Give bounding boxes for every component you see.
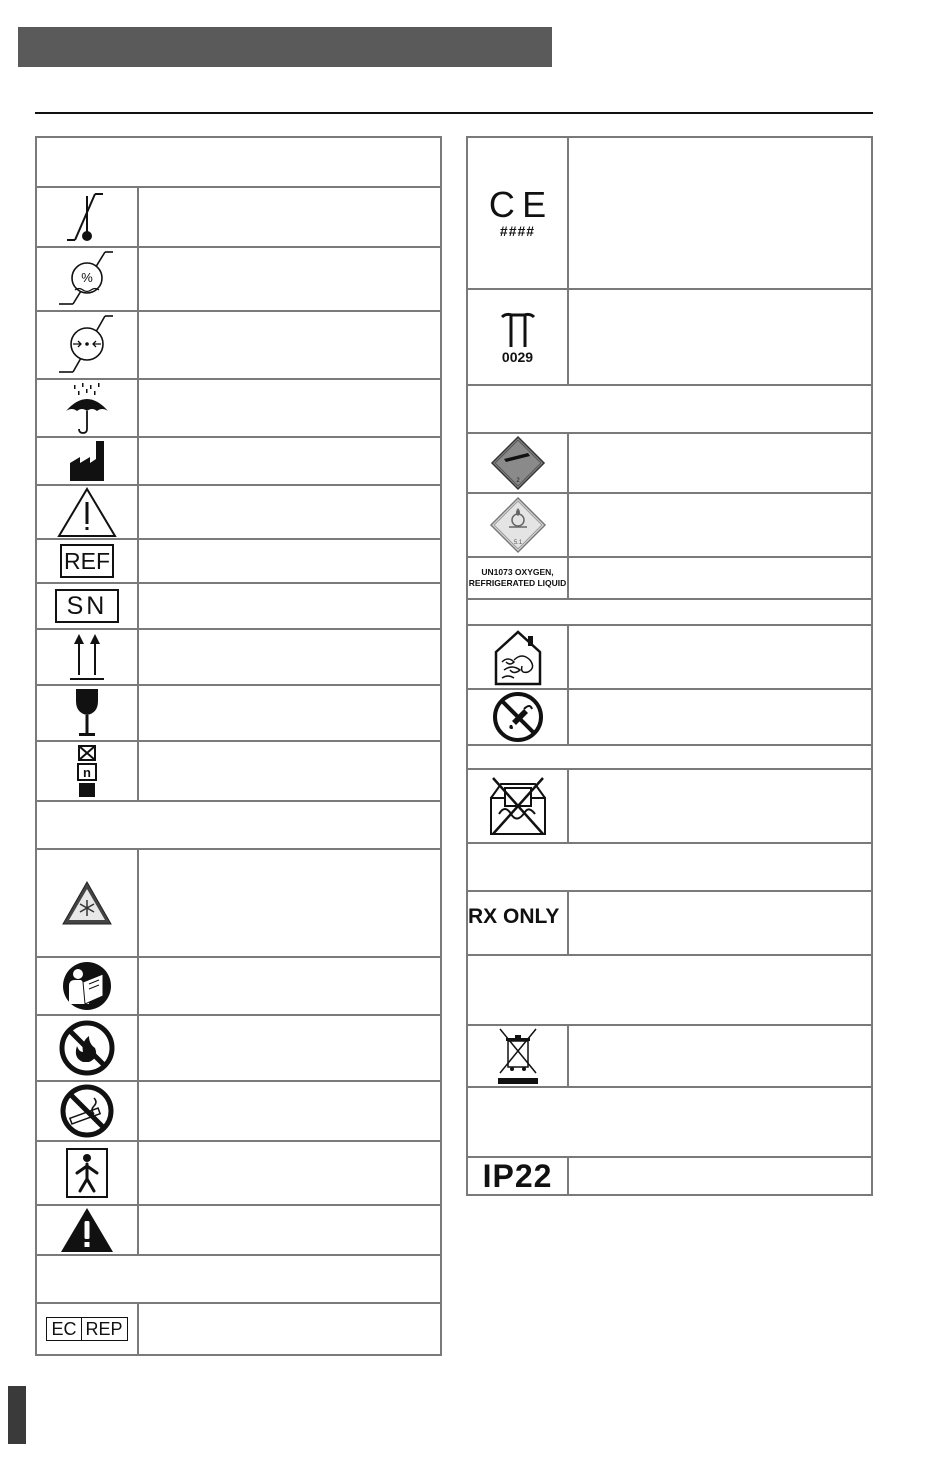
serial-number-box-icon: SN [55, 589, 119, 623]
section-heading [37, 138, 440, 186]
section-heading [37, 1254, 440, 1302]
section-heading [468, 1086, 871, 1156]
no-smoking-icon [60, 1084, 114, 1138]
gas-cylinder-class-2-icon [490, 435, 546, 491]
warning-triangle-icon [59, 1206, 115, 1254]
table-row [468, 1156, 871, 1194]
table-row [37, 582, 440, 628]
fragile-glass-icon [72, 687, 102, 739]
table-row [37, 684, 440, 740]
indoor-use-house-icon [492, 628, 544, 686]
table-row [37, 1302, 440, 1354]
section-heading [468, 384, 871, 432]
table-row [37, 378, 440, 436]
pi-mark-icon: 0029 [498, 309, 538, 365]
rx-only-text-icon: RX ONLY [468, 905, 560, 928]
table-row [37, 484, 440, 538]
table-row [37, 310, 440, 378]
ref-catalog-box-icon: REF [60, 544, 114, 578]
section-heading [468, 842, 871, 890]
table-row [37, 246, 440, 310]
page-edge-tab [8, 1386, 26, 1444]
table-row [37, 628, 440, 684]
left-symbol-table [35, 136, 442, 1356]
table-row [37, 538, 440, 582]
section-heading [37, 800, 440, 848]
no-oil-grease-icon [492, 691, 544, 743]
table-row [468, 138, 871, 288]
low-temperature-warning-icon [61, 880, 113, 926]
temperature-limit-icon [57, 188, 117, 246]
ip22-rating-icon: IP22 [482, 1158, 553, 1194]
svg-text:%: % [81, 270, 93, 285]
un-label-text-icon: UN1073 OXYGEN, REFRIGERATED LIQUID [468, 567, 567, 588]
table-row [468, 492, 871, 556]
weee-bin-icon [496, 1027, 540, 1085]
table-row [37, 186, 440, 246]
table-row [37, 1014, 440, 1080]
table-row [468, 556, 871, 598]
ec-rep-box-icon: EC REP [46, 1317, 127, 1341]
table-row [37, 956, 440, 1014]
right-symbol-table [466, 136, 873, 1196]
table-row [468, 288, 871, 384]
table-row [468, 890, 871, 954]
table-row [468, 1024, 871, 1086]
table-row [37, 1080, 440, 1140]
table-row [37, 740, 440, 800]
svg-text:5.1: 5.1 [513, 540, 522, 546]
table-row [468, 768, 871, 842]
ce-mark-icon: C E #### [488, 184, 547, 239]
caution-triangle-icon [56, 486, 118, 538]
manufacturer-factory-icon [67, 439, 107, 483]
read-manual-icon [61, 960, 113, 1012]
section-heading [468, 598, 871, 624]
table-row [37, 436, 440, 484]
oxidizer-class-5-1-icon [489, 496, 547, 554]
this-way-up-arrows-icon [67, 631, 107, 683]
no-crushing-box-icon [485, 774, 551, 838]
table-row [468, 432, 871, 492]
header-bar [18, 27, 552, 67]
table-row [37, 1204, 440, 1254]
table-row [468, 688, 871, 744]
type-bf-applied-part-icon [65, 1147, 109, 1199]
table-row [37, 1140, 440, 1204]
keep-dry-umbrella-icon [62, 381, 112, 435]
no-open-flame-icon [59, 1020, 115, 1076]
header-rule [35, 112, 873, 114]
section-heading [468, 744, 871, 768]
pressure-limit-icon [55, 312, 119, 378]
humidity-limit-icon [55, 248, 119, 310]
table-row [468, 624, 871, 688]
section-heading [468, 954, 871, 1024]
stacking-limit-icon: n [77, 745, 97, 797]
svg-text:2: 2 [515, 478, 520, 484]
table-row [37, 848, 440, 956]
